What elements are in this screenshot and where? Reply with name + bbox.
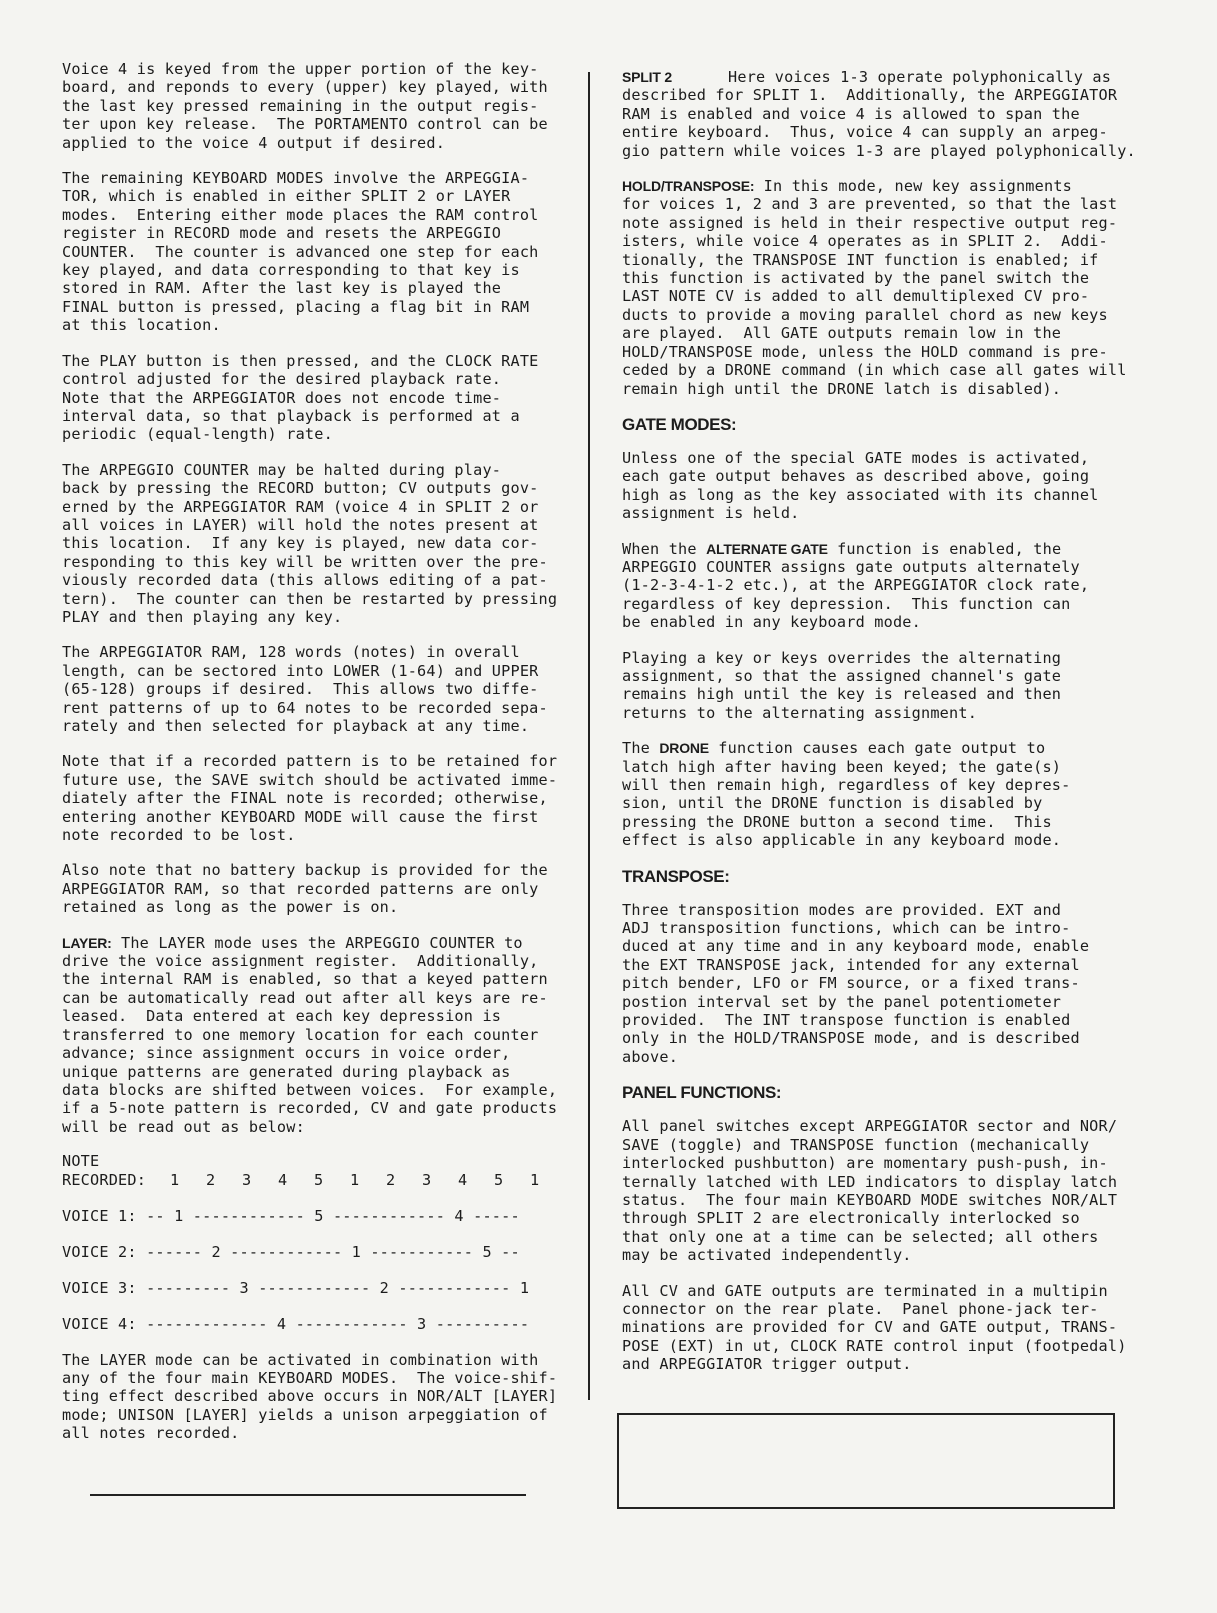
recorded-number: 5 bbox=[494, 1170, 504, 1189]
column-divider bbox=[588, 72, 590, 1400]
text-line: interval data, so that playback is performed at a bbox=[62, 406, 520, 425]
text-line: the internal RAM is enabled, so that a keyed pattern bbox=[62, 970, 548, 989]
text-line: function is enabled, the bbox=[827, 539, 1062, 558]
text-line: data blocks are shifted between voices. For example, bbox=[62, 1080, 558, 1099]
text-line: control adjusted for the desired playback rate. bbox=[62, 370, 502, 389]
text-line: responding to this key will be written over the pre- bbox=[62, 552, 548, 571]
recorded-number: 1 bbox=[350, 1170, 360, 1189]
text-line: interlocked pushbutton) are momentary push-push, in- bbox=[622, 1154, 1108, 1173]
paragraph-layer-combination bbox=[62, 1350, 558, 1443]
paragraph-hold-transpose bbox=[622, 177, 1127, 398]
heading-gate-modes: GATE MODES: bbox=[622, 414, 737, 434]
text-line: minations are provided for CV and GATE output, TRANS- bbox=[622, 1318, 1118, 1337]
text-line: ARPEGGIO COUNTER assigns gate outputs alternately bbox=[622, 557, 1080, 576]
text-line: register in RECORD mode and resets the ARPEGGIO bbox=[62, 224, 502, 243]
text-line: ADJ transposition functions, which can be intro- bbox=[622, 919, 1071, 938]
text-line: assignment, so that the assigned channel's gate bbox=[622, 666, 1062, 685]
text-line: status. The four main KEYBOARD MODE switches NOR/ALT bbox=[622, 1190, 1118, 1209]
recorded-number: 1 bbox=[530, 1170, 540, 1189]
recorded-number: 4 bbox=[278, 1170, 288, 1189]
text-line: The LAYER mode uses the ARPEGGIO COUNTER to bbox=[111, 933, 523, 952]
text-line: rent patterns of up to 64 notes to be recorded sepa- bbox=[62, 698, 548, 717]
text-line: if a 5-note pattern is recorded, CV and gate products bbox=[62, 1099, 558, 1118]
bottom-rule bbox=[90, 1494, 526, 1496]
text-line: ter upon key release. The PORTAMENTO control can be bbox=[62, 115, 548, 134]
text-line: periodic (equal-length) rate. bbox=[62, 425, 333, 444]
text-line: POSE (EXT) in ut, CLOCK RATE control input (footpedal) bbox=[622, 1336, 1127, 1355]
text-line: through SPLIT 2 are electronically interlocked so bbox=[622, 1209, 1080, 1228]
text-line: (65-128) groups if desired. This allows two diffe- bbox=[62, 680, 539, 699]
paragraph-voice4 bbox=[62, 60, 552, 152]
text-line: (1-2-3-4-1-2 etc.), at the ARPEGGIATOR clock rate, bbox=[622, 576, 1090, 595]
text-line: gio pattern while voices 1-3 are played polyphonically. bbox=[622, 141, 1136, 160]
text-line: The LAYER mode can be activated in combination with bbox=[62, 1350, 539, 1369]
text-line: returns to the alternating assignment. bbox=[622, 703, 978, 722]
text-line: Here voices 1-3 operate polyphonically as bbox=[671, 68, 1112, 86]
text-line: only in the HOLD/TRANSPOSE mode, and is described bbox=[622, 1029, 1080, 1048]
recorded-number: 3 bbox=[242, 1170, 252, 1189]
text-line: ducts to provide a moving parallel chord as new keys bbox=[622, 305, 1108, 324]
paragraph-panel-switches bbox=[622, 1117, 1122, 1264]
paragraph-gate-override bbox=[622, 649, 1122, 723]
text-line: retained as long as the power is on. bbox=[62, 898, 399, 917]
text-line: unique patterns are generated during playback as bbox=[62, 1062, 511, 1081]
text-line: ARPEGGIATOR RAM, so that recorded patterns are only bbox=[62, 879, 539, 898]
bold-term: SPLIT 2 bbox=[622, 69, 672, 85]
text-line: effect is also applicable in any keyboard mode. bbox=[622, 831, 1062, 850]
note-table bbox=[62, 1152, 552, 1333]
empty-box bbox=[617, 1413, 1115, 1509]
text-line: Unless one of the special GATE modes is activated, bbox=[622, 448, 1090, 467]
text-line: sion, until the DRONE function is disabled by bbox=[622, 794, 1043, 813]
text-line: all voices in LAYER) will hold the notes present at bbox=[62, 515, 539, 534]
text-line: LAST NOTE CV is added to all demultiplexed CV pro- bbox=[622, 287, 1090, 306]
text-line: this function is activated by the panel switch the bbox=[622, 269, 1090, 288]
text-line: Playing a key or keys overrides the alternating bbox=[622, 648, 1062, 667]
text-line: connector on the rear plate. Panel phone-jack ter- bbox=[622, 1299, 1099, 1318]
paragraph-battery bbox=[62, 861, 552, 916]
text-line: will then remain high, regardless of key depres- bbox=[622, 776, 1071, 794]
text-line: entire keyboard. Thus, voice 4 can supply an arpeg- bbox=[622, 123, 1108, 142]
text-line: COUNTER. The counter is advanced one step for each bbox=[62, 242, 539, 261]
text-line: SAVE (toggle) and TRANSPOSE function (mechanically bbox=[622, 1135, 1090, 1154]
text-line: drive the voice assignment register. Additionally, bbox=[62, 952, 539, 971]
text-line: the last key pressed remaining in the output regis- bbox=[62, 96, 539, 115]
voice-row: VOICE 4: ------------- 4 ------------ 3 ---------- bbox=[62, 1314, 530, 1333]
text-line: remains high until the key is released and then bbox=[622, 685, 1062, 704]
heading-panel-functions: PANEL FUNCTIONS: bbox=[622, 1083, 782, 1103]
text-line: All CV and GATE outputs are terminated in a multipin bbox=[622, 1281, 1108, 1300]
text-line: duced at any time and in any keyboard mode, enable bbox=[622, 937, 1090, 956]
text-line: HOLD/TRANSPOSE mode, unless the HOLD command is pre- bbox=[622, 342, 1108, 361]
text-line: RAM is enabled and voice 4 is allowed to span the bbox=[622, 104, 1080, 123]
text-line: TOR, which is enabled in either SPLIT 2 or LAYER bbox=[62, 187, 511, 206]
text-line: The remaining KEYBOARD MODES involve the ARPEGGIA- bbox=[62, 169, 530, 188]
recorded-number: 5 bbox=[314, 1170, 324, 1189]
text-line: for voices 1, 2 and 3 are prevented, so that the last bbox=[622, 195, 1118, 214]
text-line: that only one at a time can be selected; all others bbox=[622, 1227, 1099, 1246]
text-line: modes. Entering either mode places the RAM control bbox=[62, 205, 539, 224]
text-line: may be activated independently. bbox=[622, 1246, 912, 1265]
text-line: Note that if a recorded pattern is to be retained for bbox=[62, 752, 558, 771]
heading-transpose: TRANSPOSE: bbox=[622, 866, 730, 886]
paragraph-save bbox=[62, 752, 558, 845]
voice-row: VOICE 2: ------ 2 ------------ 1 ----------- 5 -- bbox=[62, 1242, 520, 1261]
text-line: applied to the voice 4 output if desired. bbox=[62, 133, 446, 152]
left-column bbox=[62, 60, 558, 1460]
text-line: pressing the DRONE button a second time. This bbox=[622, 812, 1052, 831]
voice-row: VOICE 3: --------- 3 ------------ 2 ------------ 1 bbox=[62, 1278, 530, 1297]
paragraph-layer bbox=[62, 933, 558, 1136]
paragraph-arpeggio-counter bbox=[62, 460, 558, 627]
text-line: be enabled in any keyboard mode. bbox=[622, 613, 921, 632]
text-line: PLAY and then playing any key. bbox=[62, 607, 343, 626]
right-column bbox=[622, 60, 1136, 1391]
text-line: diately after the FINAL note is recorded; otherwise, bbox=[62, 789, 548, 808]
text-line: pitch bender, LFO or FM source, or a fixed trans- bbox=[622, 974, 1080, 993]
recorded-label: RECORDED: bbox=[62, 1170, 147, 1189]
text-line: are played. All GATE outputs remain low in the bbox=[622, 324, 1062, 343]
paragraph-gate-default bbox=[622, 449, 1122, 523]
text-run: When the bbox=[622, 539, 707, 558]
text-line: latch high after having been keyed; the gate(s) bbox=[622, 757, 1062, 776]
text-line: board, and reponds to every (upper) key played, with bbox=[62, 78, 548, 97]
paragraph-split2 bbox=[622, 68, 1136, 160]
text-line: Voice 4 is keyed from the upper portion of the key- bbox=[62, 60, 539, 78]
text-line: the EXT TRANSPOSE jack, intended for any external bbox=[622, 955, 1080, 974]
bold-term: LAYER: bbox=[62, 934, 112, 951]
text-line: length, can be sectored into LOWER (1-64) and UPPER bbox=[62, 661, 539, 680]
text-line: regardless of key depression. This function can bbox=[622, 594, 1071, 613]
text-line: FINAL button is pressed, placing a flag bit in RAM bbox=[62, 297, 530, 316]
recorded-row bbox=[62, 1171, 552, 1189]
text-line: this location. If any key is played, new data cor- bbox=[62, 534, 539, 553]
bold-term: ALTERNATE GATE bbox=[706, 540, 828, 557]
recorded-number: 1 bbox=[170, 1170, 180, 1189]
text-run: The bbox=[622, 739, 660, 758]
text-line: ceded by a DRONE command (in which case all gates will bbox=[622, 361, 1127, 380]
paragraph-play bbox=[62, 352, 552, 444]
text-line: All panel switches except ARPEGGIATOR sector and NOR/ bbox=[622, 1117, 1118, 1136]
text-line: at this location. bbox=[62, 316, 221, 335]
text-line: remain high until the DRONE latch is disabled). bbox=[622, 379, 1062, 398]
text-line: and ARPEGGIATOR trigger output. bbox=[622, 1355, 912, 1374]
text-line: function causes each gate output to bbox=[708, 739, 1046, 758]
recorded-number: 4 bbox=[458, 1170, 468, 1189]
text-line: can be automatically read out after all keys are re- bbox=[62, 988, 548, 1007]
text-line: tionally, the TRANSPOSE INT function is enabled; if bbox=[622, 250, 1099, 269]
text-line: erned by the ARPEGGIATOR RAM (voice 4 in SPLIT 2 or bbox=[62, 497, 539, 516]
paragraph-drone bbox=[622, 739, 1122, 849]
text-line: back by pressing the RECORD button; CV outputs gov- bbox=[62, 479, 539, 498]
text-line: viously recorded data (this allows editing of a pat- bbox=[62, 571, 548, 590]
text-line: described for SPLIT 1. Additionally, the ARPEGGIATOR bbox=[622, 86, 1118, 105]
text-line: The PLAY button is then pressed, and the CLOCK RATE bbox=[62, 351, 539, 370]
text-line: transferred to one memory location for each counter bbox=[62, 1025, 539, 1044]
recorded-number: 3 bbox=[422, 1170, 432, 1189]
text-line: assignment is held. bbox=[622, 504, 800, 523]
recorded-number: 2 bbox=[206, 1170, 216, 1189]
text-line: Three transposition modes are provided. EXT and bbox=[622, 900, 1062, 919]
text-line: The ARPEGGIATOR RAM, 128 words (notes) in overall bbox=[62, 643, 520, 662]
text-line: note assigned is held in their respective output reg- bbox=[622, 213, 1118, 232]
text-line: future use, the SAVE switch should be activated imme- bbox=[62, 770, 558, 789]
text-line: Also note that no battery backup is provided for the bbox=[62, 861, 548, 880]
paragraph-alternate-gate bbox=[622, 540, 1122, 632]
text-line: Note that the ARPEGGIATOR does not encode time- bbox=[62, 388, 502, 407]
recorded-number: 2 bbox=[386, 1170, 396, 1189]
text-line: key played, and data corresponding to that key is bbox=[62, 261, 520, 280]
text-line: each gate output behaves as described above, going bbox=[622, 467, 1090, 486]
note-label: NOTE bbox=[62, 1152, 100, 1171]
text-line: stored in RAM. After the last key is played the bbox=[62, 279, 502, 298]
text-line: will be read out as below: bbox=[62, 1117, 305, 1136]
text-line: all notes recorded. bbox=[62, 1424, 240, 1443]
paragraph-transpose bbox=[622, 901, 1122, 1067]
text-line: leased. Data entered at each key depression is bbox=[62, 1007, 502, 1026]
paragraph-arpeggiator-ram bbox=[62, 643, 552, 735]
text-line: isters, while voice 4 operates as in SPLIT 2. Addi- bbox=[622, 232, 1108, 251]
text-line: mode; UNISON [LAYER] yields a unison arpeggiation of bbox=[62, 1405, 548, 1424]
paragraph-outputs bbox=[622, 1281, 1127, 1374]
text-line: ternally latched with LED indicators to display latch bbox=[622, 1172, 1118, 1191]
text-line: The ARPEGGIO COUNTER may be halted during play- bbox=[62, 460, 502, 479]
text-line: note recorded to be lost. bbox=[62, 826, 296, 845]
text-line: high as long as the key associated with its channel bbox=[622, 485, 1099, 504]
text-line: tern). The counter can then be restarted by pressing bbox=[62, 589, 558, 608]
text-line: advance; since assignment occurs in voice order, bbox=[62, 1044, 511, 1063]
text-line: provided. The INT transpose function is enabled bbox=[622, 1011, 1071, 1030]
text-line: postion interval set by the panel potentiometer bbox=[622, 992, 1062, 1011]
paragraph-keyboard-modes bbox=[62, 169, 552, 335]
note-label-row bbox=[62, 1152, 552, 1170]
text-line: entering another KEYBOARD MODE will cause the first bbox=[62, 807, 539, 826]
text-line: rately and then selected for playback at any time. bbox=[62, 717, 530, 735]
text-line: In this mode, new key assignments bbox=[754, 177, 1073, 196]
bold-term: DRONE bbox=[659, 740, 709, 757]
voice-row: VOICE 1: -- 1 ------------ 5 ------------ 4 ----- bbox=[62, 1206, 520, 1225]
bold-term: HOLD/TRANSPOSE: bbox=[622, 178, 755, 195]
text-line: any of the four main KEYBOARD MODES. The voice-shif- bbox=[62, 1368, 558, 1387]
text-line: ting effect described above occurs in NOR/ALT [LAYER] bbox=[62, 1387, 558, 1406]
text-line: above. bbox=[622, 1047, 679, 1066]
